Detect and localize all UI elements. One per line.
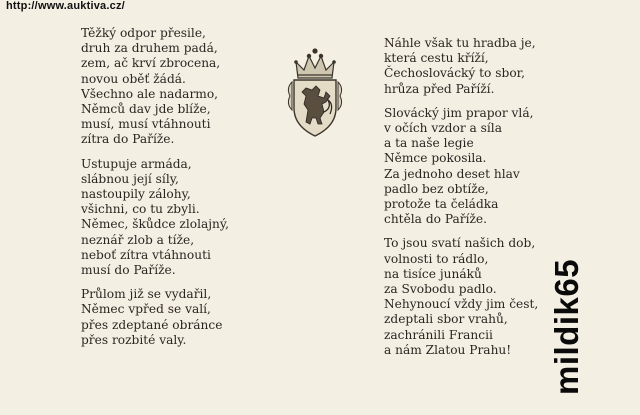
poem-line: volnosti to rádlo, — [384, 251, 489, 266]
stanza — [384, 106, 538, 228]
poem-line: Těžký odpor přesile, — [81, 26, 206, 40]
poem-line: za Svobodu padlo. — [384, 282, 497, 297]
poem-line: zítra do Paříže. — [81, 132, 175, 147]
poem-line: Slovácký jim prapor vlá, — [384, 105, 534, 120]
poem-line: Němec vpřed se valí, — [81, 302, 211, 317]
bohemian-lion-crest-icon — [284, 48, 346, 138]
poem-line: Za jednoho deset hlav — [384, 166, 520, 181]
poem-left-column — [81, 26, 229, 357]
poem-line: přes rozbité valy. — [81, 332, 187, 347]
stanza — [81, 157, 229, 279]
poem-line: Nehynoucí vždy jim čest, — [384, 297, 539, 312]
poem-line: přes zdeptané obránce — [81, 317, 223, 332]
poem-line: v očích vzdor a síla — [384, 121, 502, 136]
poem-line: Průlom již se vydařil, — [81, 287, 212, 302]
poem-line: zachránili Francii — [384, 327, 493, 342]
poem-line: neznář zlob a tíže, — [81, 232, 195, 247]
poem-right-column — [384, 36, 538, 367]
poem-line: chtěla do Paříže. — [384, 212, 487, 227]
poem-line: Čechoslovácký to sbor, — [384, 66, 526, 81]
poem-line: Němců dav jde blíže, — [81, 102, 211, 117]
poem-line: padlo bez obtíže, — [384, 181, 489, 196]
poem-line: protože ta čeládka — [384, 197, 499, 212]
poem-line: musí, musí vtáhnouti — [81, 117, 211, 132]
source-url: http://www.auktiva.cz/ — [6, 0, 125, 12]
poem-line: Němec, škůdce zlolajný, — [81, 217, 230, 232]
stanza — [384, 236, 538, 358]
poem-line: druh za druhem padá, — [81, 41, 218, 56]
poem-line: zdeptali sbor vrahů, — [384, 312, 508, 327]
poem-line: všichni, co tu zbyli. — [81, 202, 200, 217]
poem-line: To jsou svatí našich dob, — [384, 236, 536, 251]
poem-line: musí do Paříže. — [81, 263, 176, 278]
poem-line: novou oběť žádá. — [81, 71, 186, 86]
poem-line: slábnou její síly, — [81, 171, 179, 186]
stanza — [81, 26, 229, 148]
poem-line: která cestu kříží, — [384, 51, 489, 66]
poem-line: Němce pokosila. — [384, 151, 487, 166]
poem-line: Náhle však tu hradba je, — [384, 36, 536, 50]
poem-line: na tisíce junáků — [384, 266, 482, 281]
poem-line: a ta naše legie — [384, 136, 474, 151]
poem-line: hrůza před Paříží. — [384, 81, 495, 96]
poem-line: Všechno ale nadarmo, — [81, 86, 219, 101]
stanza — [384, 36, 538, 97]
watermark: mildik65 — [548, 258, 585, 395]
stanza — [81, 287, 229, 348]
poem-line: zem, ač krví zbrocena, — [81, 56, 221, 71]
poem-line: nastoupily zálohy, — [81, 187, 191, 202]
poem-line: Ustupuje armáda, — [81, 156, 192, 171]
poem-line: neboť zítra vtáhnouti — [81, 247, 211, 262]
poem-line: a nám Zlatou Prahu! — [384, 342, 512, 357]
